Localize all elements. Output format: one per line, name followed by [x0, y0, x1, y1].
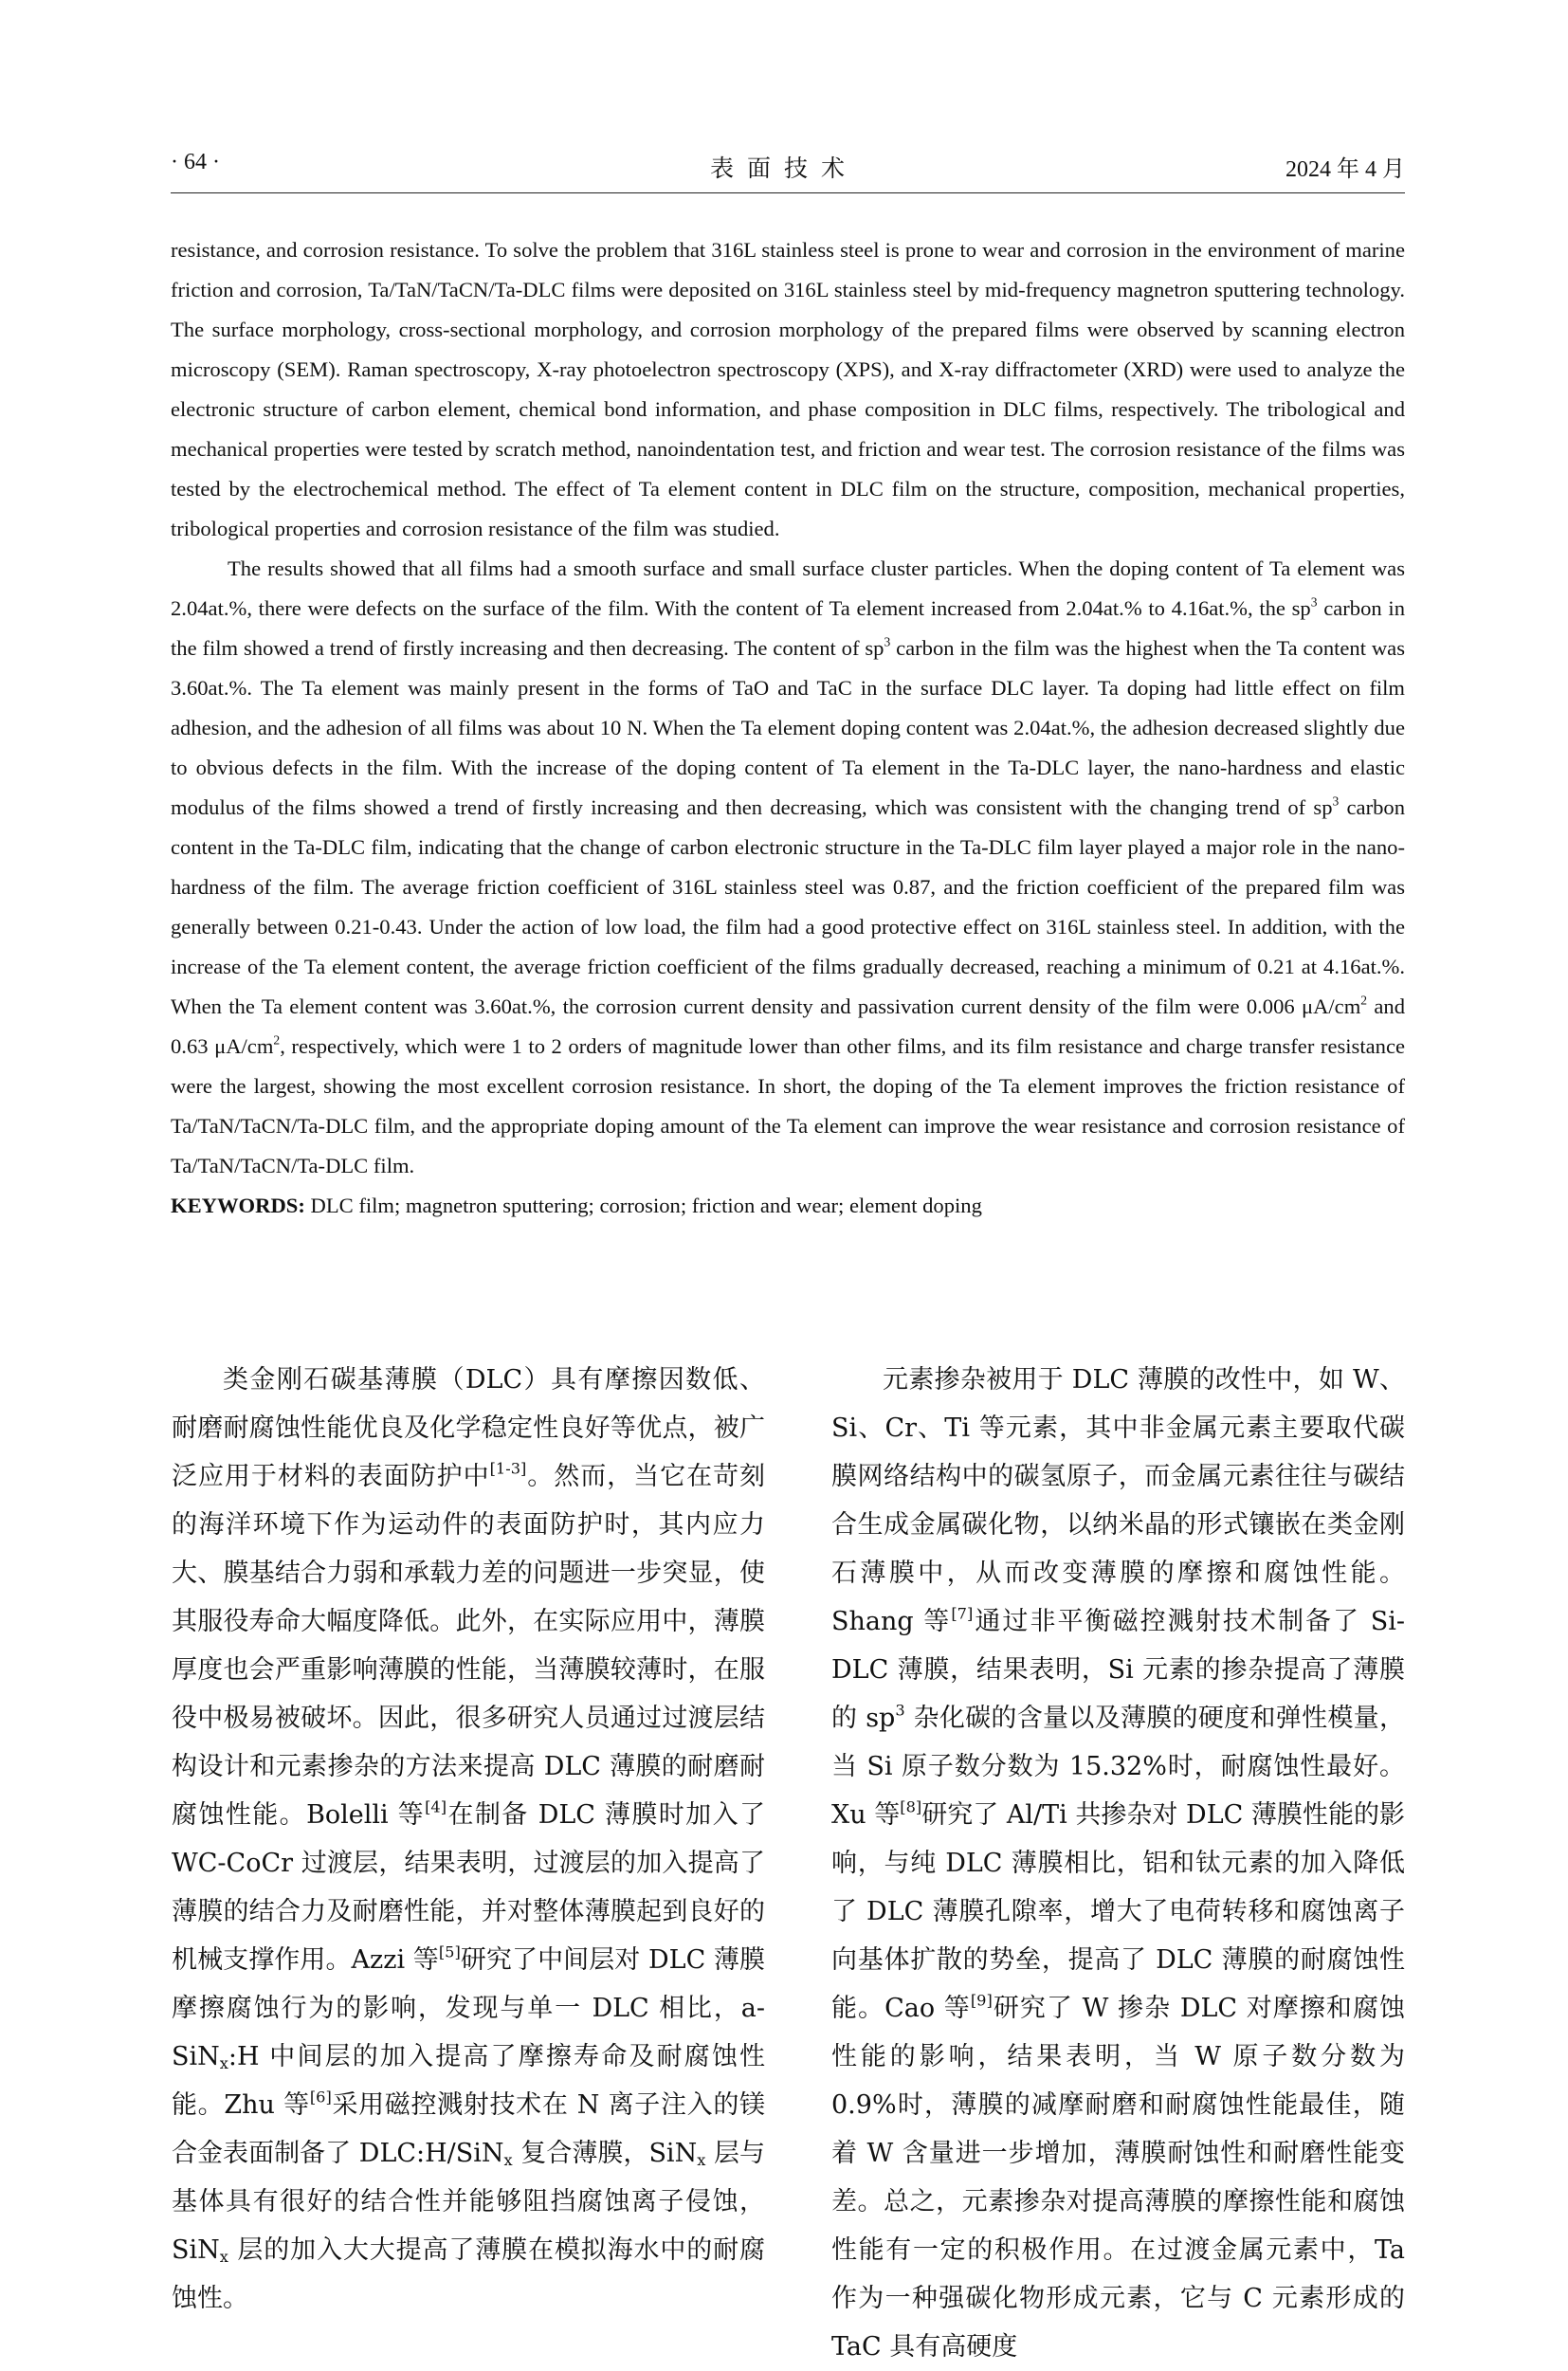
superscript: 3 [1332, 793, 1340, 809]
text-run: , respectively, which were 1 to 2 orders of magnitude lower than other films, and its film resistance and charge transfer resistance were the largest, showing the most excellent corrosion resistance. In short, the doping of the Ta element improves the friction resistance of Ta/TaN/TaCN/Ta-DLC film, and the appropriate doping amount of the Ta element can improve the wear resistance and corrosion resistance of Ta/TaN/TaCN/Ta-DLC film. [171, 1034, 1405, 1177]
superscript: [6] [309, 2088, 332, 2107]
english-abstract [171, 230, 1405, 1226]
subscript: x [503, 2151, 513, 2170]
superscript: [8] [900, 1797, 922, 1816]
issue-date: 2024 年 4 月 [1285, 157, 1405, 182]
text-run: 研究了中间层对 DLC 薄膜摩擦腐蚀行为的影响，发现与单一 DLC 相比，a-SiN [172, 1945, 765, 2071]
text-run: and 0.63 μA/cm [171, 994, 1405, 1058]
text-run: The results showed that all films had a smooth surface and small surface cluster particles. When the doping content of Ta element was 2.04at.%, there were defects on the surface of the film. With the content of Ta element increased from 2.04at.% to 4.16at.%, the sp [171, 556, 1405, 620]
text-run: 杂化碳的含量以及薄膜的硬度和弹性模量，当 Si 原子数分数为 15.32%时，耐腐蚀性最好。Xu 等 [831, 1704, 1405, 1830]
text-run: 层与基体具有很好的结合性并能够阻挡腐蚀离子侵蚀，SiN [172, 2139, 765, 2265]
superscript: 3 [1310, 594, 1318, 610]
body-paragraph [831, 1356, 1405, 2371]
abstract-paragraph [171, 549, 1405, 1186]
text-run: 层的加入大大提高了薄膜在模拟海水中的耐腐蚀性。 [172, 2235, 765, 2313]
superscript: [4] [425, 1797, 447, 1816]
text-run: 研究了 W 掺杂 DLC 对摩擦和腐蚀性能的影响，结果表明，当 W 原子数分数为 0.9%时，薄膜的减摩耐磨和耐腐蚀性能最佳，随着 W 含量进一步增加，薄膜耐蚀性和耐磨性能变差。总之，元素掺杂对提高薄膜的摩擦性能和腐蚀性能有一定的积极作用。在过渡金属元素中，Ta 作为一种强碳化物形成元素，它与 C 元素形成的 TaC 具有高硬度 [831, 1994, 1405, 2362]
text-run: 采用磁控溅射技术在 N 离子注入的镁合金表面制备了 DLC:H/SiN [172, 2090, 766, 2168]
text-run: 通过非平衡磁控溅射技术制备了 Si-DLC 薄膜，结果表明，Si 元素的掺杂提高了薄膜的 sp [831, 1607, 1405, 1733]
superscript: [1-3] [489, 1459, 527, 1478]
text-run: carbon content in the Ta-DLC film, indicating that the change of carbon electronic structure in the Ta-DLC film layer played a major role in the nano-hardness of the film. The average friction coefficient of 316L stainless steel was 0.87, and the friction coefficient of the prepared film was generally between 0.21-0.43. Under the action of low load, the film had a good protective effect on 316L stainless steel. In addition, with the increase of the Ta element content, the average friction coefficient of the films gradually decreased, reaching a minimum of 0.21 at 4.16at.%. When the Ta element content was 3.60at.%, the corrosion current density and passivation current density of the film were 0.006 μA/cm [171, 795, 1406, 1018]
subscript: x [219, 2248, 228, 2267]
text-run: carbon in the film showed a trend of firstly increasing and then decreasing. The content of sp [171, 596, 1405, 660]
superscript: [9] [970, 1991, 993, 2010]
text-run: carbon in the film was the highest when the Ta content was 3.60at.%. The Ta element was mainly present in the forms of TaO and TaC in the surface DLC layer. Ta doping had little effect on film adhesion, and the adhesion of all films was about 10 N. When the Ta element doping content was 2.04at.%, the adhesion decreased slightly due to obvious defects in the film. With the increase of the doping content of Ta element in the Ta-DLC layer, the nano-hardness and elastic modulus of the films showed a trend of firstly increasing and then decreasing, which was consistent with the changing trend of sp [171, 636, 1405, 819]
header-rule [171, 192, 1405, 193]
subscript: x [697, 2151, 706, 2170]
body-paragraph [172, 1356, 765, 2323]
subscript: x [219, 2054, 228, 2073]
body-left-column [172, 1356, 765, 2323]
text-run: :H 中间层的加入提高了摩擦寿命及耐腐蚀性能。Zhu 等 [172, 2042, 765, 2120]
superscript: 2 [273, 1032, 281, 1048]
text-run: 。然而，当它在苛刻的海洋环境下作为运动件的表面防护时，其内应力大、膜基结合力弱和承载力差的问题进一步突显，使其服役寿命大幅度降低。此外，在实际应用中，薄膜厚度也会严重影响薄膜的性能，当薄膜较薄时，在服役中极易被破坏。因此，很多研究人员通过过渡层结构设计和元素掺杂的方法来提高 DLC 薄膜的耐磨耐腐蚀性能。Bolelli 等 [172, 1462, 766, 1830]
text-run: 复合薄膜，SiN [512, 2139, 698, 2168]
body-right-column [831, 1356, 1405, 2371]
text-run: 在制备 DLC 薄膜时加入了 WC-CoCr 过渡层，结果表明，过渡层的加入提高了薄膜的结合力及耐磨性能，并对整体薄膜起到良好的机械支撑作用。Azzi 等 [172, 1800, 766, 1975]
abstract-paragraph [171, 230, 1405, 549]
text-run: resistance, and corrosion resistance. To solve the problem that 316L stainless steel is prone to wear and corrosion in the environment of marine friction and corrosion, Ta/TaN/TaCN/Ta-DLC films were deposited on 316L stainless steel by mid-frequency magnetron sputtering technology. The surface morphology, cross-sectional morphology, and corrosion morphology of the prepared films were observed by scanning electron microscopy (SEM). Raman spectroscopy, X-ray photoelectron spectroscopy (XPS), and X-ray diffractometer (XRD) were used to analyze the electronic structure of carbon element, chemical bond information, and phase composition in DLC films, respectively. The tribological and mechanical properties were tested by scratch method, nanoindentation test, and friction and wear test. The corrosion resistance of the films was tested by the electrochemical method. The effect of Ta element content in DLC film on the structure, composition, mechanical properties, tribological properties and corrosion resistance of the film was studied. [171, 238, 1405, 540]
page-number: · 64 · [171, 150, 220, 174]
superscript: [7] [951, 1604, 974, 1623]
superscript: 3 [884, 634, 891, 649]
keywords-text: DLC film; magnetron sputtering; corrosion; friction and wear; element doping [304, 1194, 982, 1217]
superscript: [5] [438, 1942, 461, 1961]
keywords-label: KEYWORDS: [171, 1194, 305, 1217]
text-run: 类金刚石碳基薄膜（DLC）具有摩擦因数低、耐磨耐腐蚀性能优良及化学稳定性良好等优点，被广泛应用于材料的表面防护中 [172, 1365, 765, 1491]
superscript: 2 [1360, 993, 1368, 1008]
superscript: 3 [895, 1701, 905, 1720]
journal-title: 表面技术 [709, 156, 858, 182]
keywords [171, 1186, 1405, 1226]
text-run: 元素掺杂被用于 DLC 薄膜的改性中，如 W、Si、Cr、Ti 等元素，其中非金属元素主要取代碳膜网络结构中的碳氢原子，而金属元素往往与碳结合生成金属碳化物，以纳米晶的形式镶嵌在类金刚石薄膜中，从而改变薄膜的摩擦和腐蚀性能。Shang 等 [831, 1365, 1405, 1636]
text-run: 研究了 Al/Ti 共掺杂对 DLC 薄膜性能的影响，与纯 DLC 薄膜相比，铝和钛元素的加入降低了 DLC 薄膜孔隙率，增大了电荷转移和腐蚀离子向基体扩散的势垒，提高了 DLC 薄膜的耐腐蚀性能。Cao 等 [831, 1800, 1405, 2023]
